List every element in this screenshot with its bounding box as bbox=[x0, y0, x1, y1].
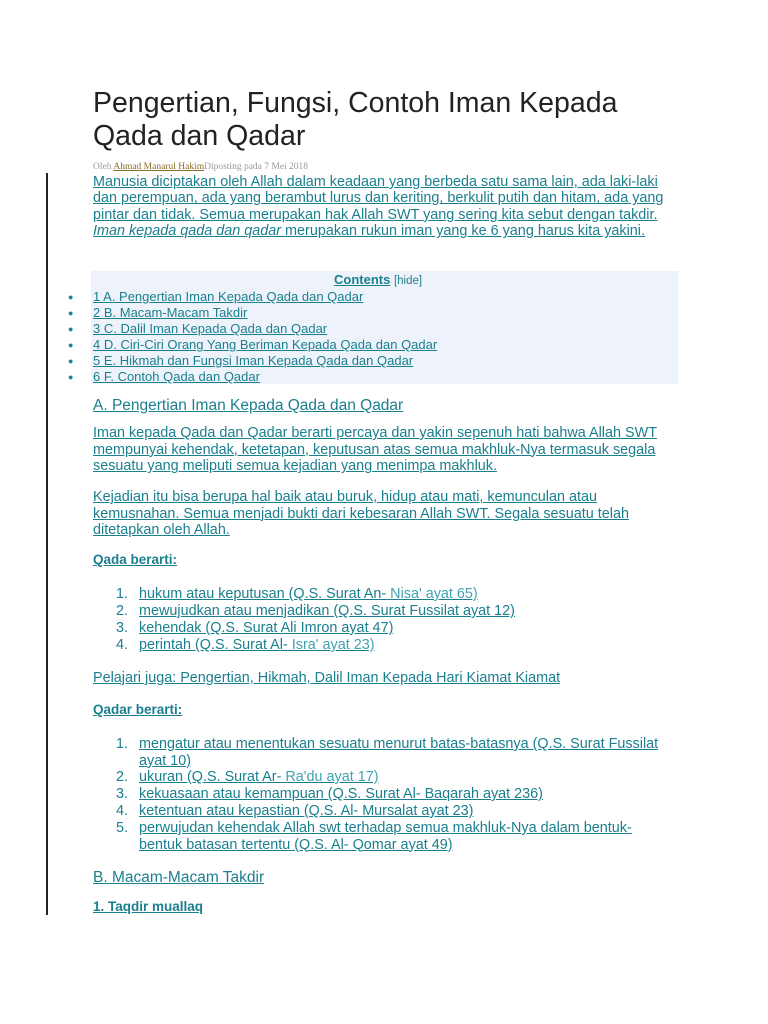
list-number: 1. bbox=[116, 586, 129, 602]
list-item-tail: Nisa' ayat 65) bbox=[386, 586, 478, 602]
section-a-para1: Iman kepada Qada dan Qadar berarti percaya dan yakin sepenuh hati bahwa Allah SWT mempunyai kehendak, ketetapan, keputusan atas semua makhluk-Nya termasuk segala sesuatu yang meliputi semua kejadian yang menimpa makhluk. bbox=[93, 425, 657, 475]
list-item-text: kekuasaan atau kemampuan (Q.S. Surat Al- Baqarah ayat 236) bbox=[139, 786, 543, 802]
qada-label: Qada berarti: bbox=[93, 552, 178, 567]
toc-heading: Contents bbox=[334, 272, 391, 287]
section-b-sub1: 1. Taqdir muallaq bbox=[93, 899, 204, 914]
list-item-main: perintah (Q.S. Surat Al- bbox=[139, 637, 288, 653]
section-a-heading: A. Pengertian Iman Kepada Qada dan Qadar bbox=[93, 397, 404, 414]
toc-item-label[interactable]: 5 E. Hikmah dan Fungsi Iman Kepada Qada dan Qadar bbox=[93, 353, 414, 368]
list-item-tail: Isra' ayat 23) bbox=[287, 637, 375, 653]
list-item-tail: Ra'du ayat 17) bbox=[281, 769, 379, 785]
toc-item-label[interactable]: 3 C. Dalil Iman Kepada Qada dan Qadar bbox=[93, 321, 328, 336]
bullet-icon: ● bbox=[68, 324, 74, 334]
bullet-icon: ● bbox=[68, 308, 74, 318]
intro-text: Manusia diciptakan oleh Allah dalam keadaan yang berbeda satu sama lain, ada laki-laki dan perempuan, ada yang berambut lurus dan keriting, berkulit putih dan hitam, ada yang pintar dan tidak. Semua merupakan hak Allah SWT yang sering kita sebut dengan takdir. bbox=[93, 174, 664, 223]
list-item-main: hukum atau keputusan (Q.S. Surat An- bbox=[139, 586, 387, 602]
list-number: 2. bbox=[116, 769, 129, 785]
left-margin-rule bbox=[46, 173, 48, 915]
toc-hide-link[interactable]: [hide] bbox=[393, 275, 423, 287]
list-item-text: perwujudan kehendak Allah swt terhadap semua makhluk-Nya dalam bentuk-bentuk batasan tertentu (Q.S. Al- Qomar ayat 49) bbox=[139, 820, 632, 853]
intro-italic: Iman kepada qada dan qadar bbox=[93, 223, 282, 240]
intro-end: merupakan rukun iman yang ke 6 yang harus kita yakini. bbox=[285, 223, 645, 240]
toc-item-label[interactable]: 6 F. Contoh Qada dan Qadar bbox=[93, 369, 260, 384]
posted-date: Diposting pada 7 Mei 2018 bbox=[204, 162, 309, 172]
list-number: 3. bbox=[116, 786, 129, 802]
toc-item-label[interactable]: 2 B. Macam-Macam Takdir bbox=[93, 305, 248, 320]
toc-header bbox=[334, 272, 422, 289]
toc-item-label[interactable]: 4 D. Ciri-Ciri Orang Yang Beriman Kepada Qada dan Qadar bbox=[93, 337, 438, 352]
intro-paragraph bbox=[93, 174, 683, 240]
qadar-label: Qadar berarti: bbox=[93, 702, 183, 717]
bullet-icon: ● bbox=[68, 372, 74, 382]
list-number: 3. bbox=[116, 620, 129, 636]
list-item-text bbox=[139, 637, 375, 654]
byline-prefix: Oleh bbox=[93, 162, 112, 172]
list-number: 4. bbox=[116, 803, 129, 819]
section-a-para2: Kejadian itu bisa berupa hal baik atau buruk, hidup atau mati, kemunculan atau kemusnahan. Semua menjadi bukti dari kebesaran Allah SWT. Segala sesuatu telah ditetapkan oleh Allah. bbox=[93, 489, 629, 539]
list-item-text: ketentuan atau kepastian (Q.S. Al- Mursalat ayat 23) bbox=[139, 803, 474, 819]
byline bbox=[93, 162, 308, 172]
bullet-icon: ● bbox=[68, 292, 74, 302]
list-number: 4. bbox=[116, 637, 129, 653]
list-number: 5. bbox=[116, 820, 129, 836]
bullet-icon: ● bbox=[68, 356, 74, 366]
list-number: 2. bbox=[116, 603, 129, 619]
list-number: 1. bbox=[116, 736, 129, 752]
list-item-main: ukuran (Q.S. Surat Ar- bbox=[139, 769, 282, 785]
toc-item-label[interactable]: 1 A. Pengertian Iman Kepada Qada dan Qadar bbox=[93, 289, 364, 304]
list-item-text: mewujudkan atau menjadikan (Q.S. Surat Fussilat ayat 12) bbox=[139, 603, 515, 619]
list-item-text: mengatur atau menentukan sesuatu menurut batas-batasnya (Q.S. Surat Fussilat ayat 10) bbox=[139, 736, 659, 769]
list-item-text bbox=[139, 769, 379, 786]
author-link[interactable]: Ahmad Manarul Hakim bbox=[113, 162, 205, 172]
section-b-heading: B. Macam-Macam Takdir bbox=[93, 869, 265, 886]
list-item-text: kehendak (Q.S. Surat Ali Imron ayat 47) bbox=[139, 620, 394, 636]
article-title: Pengertian, Fungsi, Contoh Iman Kepada Qada dan Qadar bbox=[93, 87, 618, 152]
also-read-link[interactable]: Pelajari juga: Pengertian, Hikmah, Dalil Iman Kepada Hari Kiamat Kiamat bbox=[93, 670, 561, 686]
bullet-icon: ● bbox=[68, 340, 74, 350]
list-item-text bbox=[139, 586, 478, 603]
